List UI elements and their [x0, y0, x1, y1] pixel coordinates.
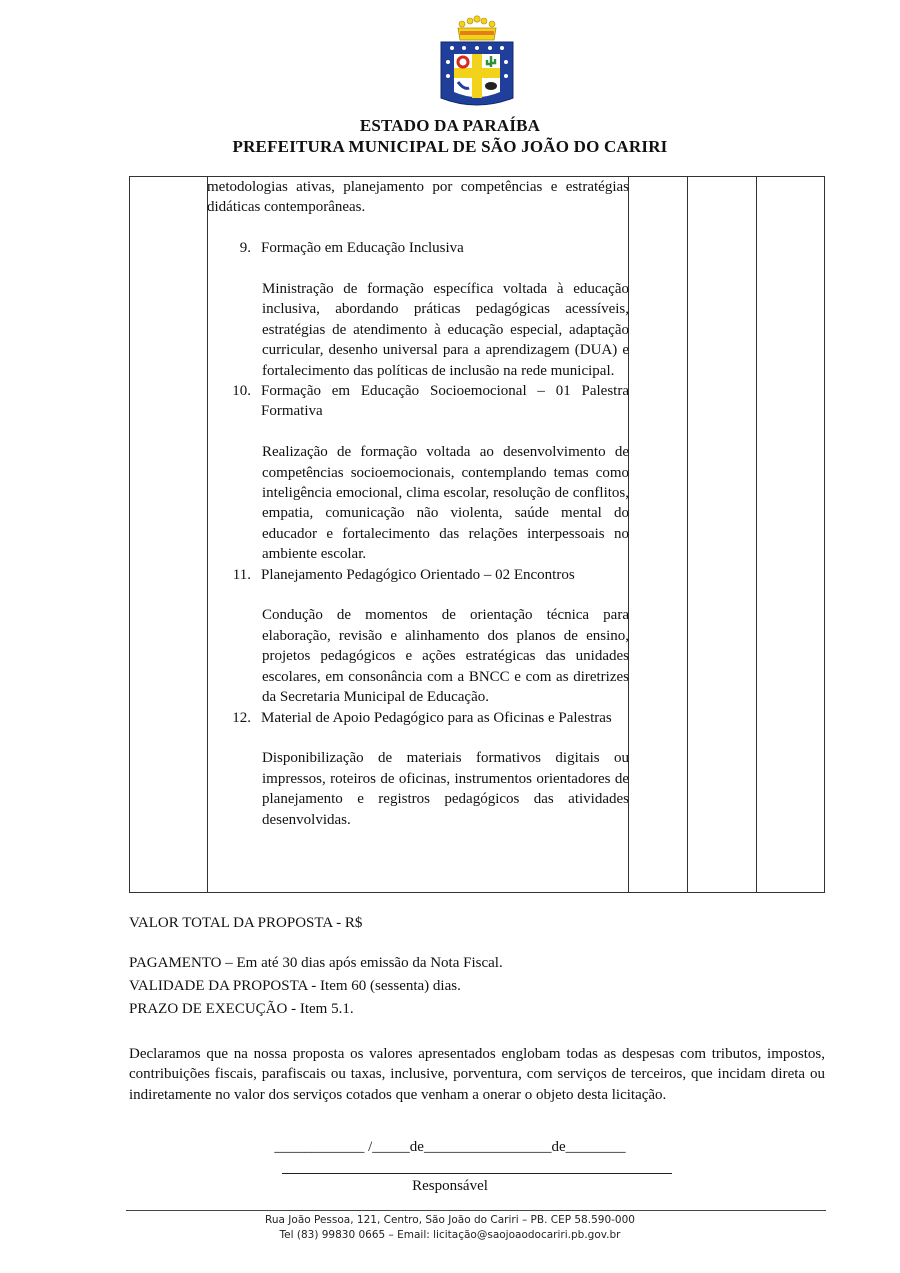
- total-value-line: VALOR TOTAL DA PROPOSTA - R$: [129, 915, 363, 931]
- item-number: 11.: [232, 566, 251, 583]
- item-number: 10.: [232, 383, 251, 400]
- list-item: [207, 708, 629, 728]
- payment-line: PAGAMENTO – Em até 30 dias após emissão da Nota Fiscal.: [129, 955, 503, 971]
- item-title: Material de Apoio Pedagógico para as Oficinas e Palestras: [261, 709, 612, 726]
- item-description: Condução de momentos de orientação técnica para elaboração, revisão e alinhamento dos planos de ensino, projetos pedagógicos e ações estratégicas das unidades escolares, em consonância com a BNCC e com as diretrizes da Secretaria Municipal de Educação.: [262, 607, 629, 706]
- signature-line: [282, 1173, 672, 1174]
- table-divider: [687, 177, 688, 892]
- responsible-label: Responsável: [412, 1178, 488, 1194]
- prefecture-title: PREFEITURA MUNICIPAL DE SÃO JOÃO DO CARIRI: [232, 137, 668, 156]
- state-title: ESTADO DA PARAÍBA: [359, 116, 541, 135]
- item-description: Disponibilização de materiais formativos digitais ou impressos, roteiros de oficinas, instrumentos orientadores de planejamento e registros pedagógicos das atividades desenvolvidas.: [262, 750, 629, 828]
- item-number: 9.: [239, 240, 251, 257]
- validity-line: VALIDADE DA PROPOSTA - Item 60 (sessenta) dias.: [129, 978, 461, 994]
- signature-date-line: ____________ /_____de_________________de________: [274, 1139, 626, 1155]
- deadline-line: PRAZO DE EXECUÇÃO - Item 5.1.: [129, 1001, 354, 1017]
- footer-contact: Tel (83) 99830 0665 – Email: licitação@saojoaodocariri.pb.gov.br: [279, 1229, 621, 1241]
- footer-divider: [126, 1210, 826, 1211]
- item-title: Planejamento Pedagógico Orientado – 02 Encontros: [261, 566, 575, 583]
- municipal-crest-logo: [438, 12, 516, 112]
- item-title: Formação em Educação Inclusiva: [261, 240, 464, 257]
- description-cell: [207, 177, 629, 830]
- intro-text: metodologias ativas, planejamento por competências e estratégias didáticas contemporâneas.: [207, 179, 629, 216]
- item-description: Realização de formação voltada ao desenvolvimento de competências socioemocionais, contemplando temas como inteligência emocional, clima escolar, resolução de conflitos, empatia, comunicação não violenta, saúde mental do educador e fortalecimento das relações interpessoais no ambiente escolar.: [262, 444, 629, 563]
- declaration-paragraph: Declaramos que na nossa proposta os valores apresentados englobam todas as despesas com tributos, impostos, contribuições fiscais, parafiscais ou taxas, inclusive, porventura, com serviços de terceiros, que incidam direta ou indiretamente no valor dos serviços cotados que venham a onerar o objeto desta licitação.: [129, 1046, 825, 1103]
- item-description: Ministração de formação específica voltada à educação inclusiva, abordando práticas pedagógicas acessíveis, estratégias de atendimento à educação especial, adaptação curricular, desenho universal para a aprendizagem (DUA) e fortalecimento das políticas de inclusão na rede municipal.: [262, 281, 629, 379]
- list-item: [207, 238, 629, 258]
- list-item: [207, 565, 629, 585]
- footer-address: Rua João Pessoa, 121, Centro, São João do Cariri – PB. CEP 58.590-000: [265, 1214, 635, 1226]
- item-number: 12.: [232, 709, 251, 726]
- list-item: [207, 381, 629, 422]
- table-divider: [756, 177, 757, 892]
- item-title: Formação em Educação Socioemocional – 01 Palestra Formativa: [261, 383, 629, 420]
